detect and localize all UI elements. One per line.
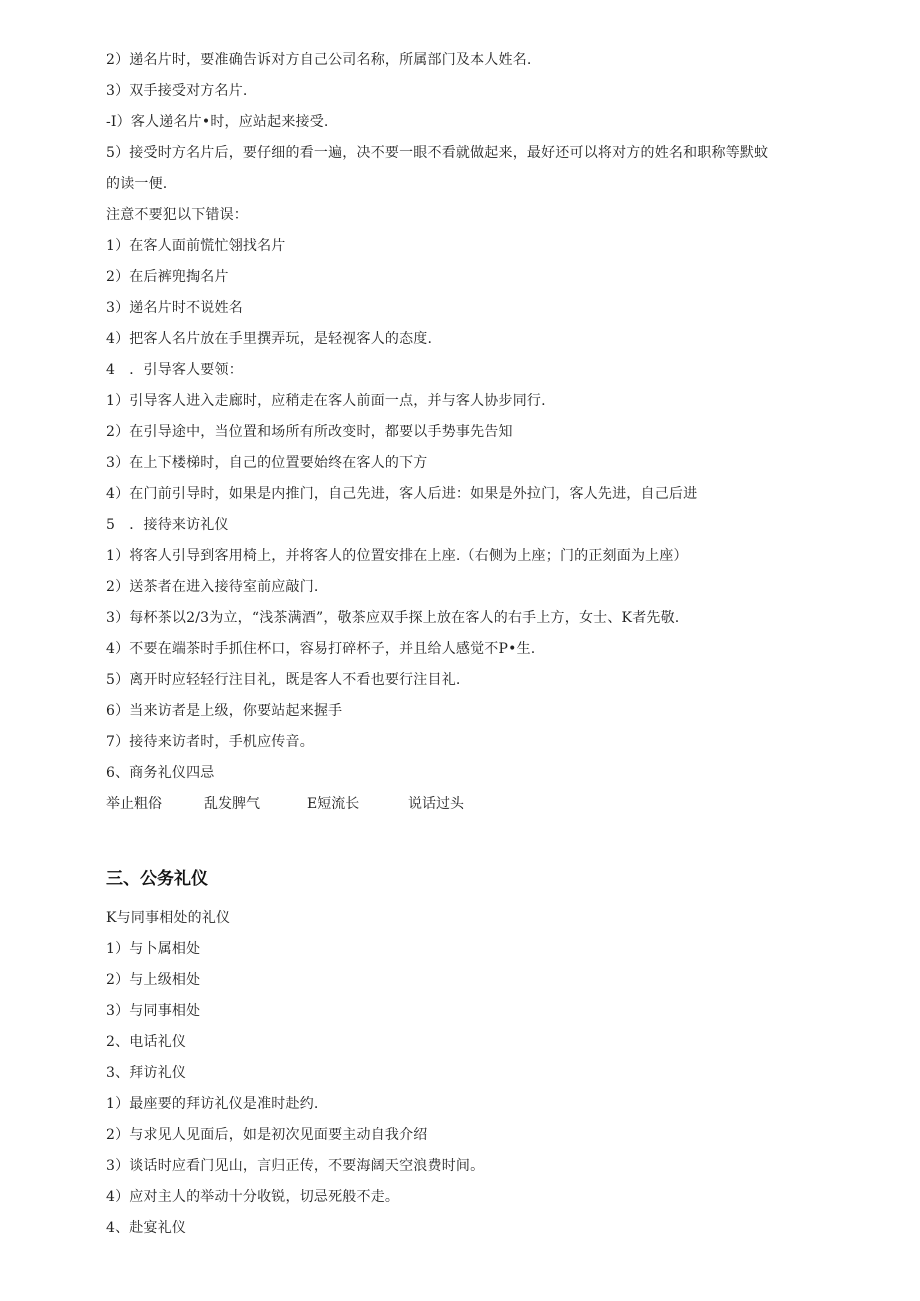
text-line: 7）接待来访者时，手机应传音。	[106, 734, 314, 750]
text-line: 1）与卜属相处	[106, 941, 201, 957]
text-line: 2）递名片时，要准确告诉对方自己公司名称，所属部门及本人姓名.	[106, 52, 532, 68]
text-line: 4）在门前引导时，如果是内推门，自己先进，客人后进：如果是外拉门，客人先进，自己后进	[106, 486, 698, 502]
text-line: 4）应对主人的举动十分收锐，切忌死般不走。	[106, 1189, 400, 1205]
taboo-item: 举止粗俗	[106, 796, 162, 812]
taboo-item: E短流长	[307, 796, 360, 812]
text-line: 4、赴宴礼仪	[106, 1220, 187, 1236]
section-heading: 三、公务礼仪	[106, 869, 208, 889]
text-line: 6）当来访者是上级，你要站起来握手	[106, 703, 343, 719]
text-line: 3）双手接受对方名片.	[106, 83, 248, 99]
text-line: K与同事相处的礼仪	[106, 910, 231, 926]
text-line: 2）在引导途中，当位置和场所有所改变时，都要以手势事先告知	[106, 424, 513, 440]
text-line: 2）与上级相处	[106, 972, 201, 988]
text-line: 1）将客人引导到客用椅上，并将客人的位置安排在上座.（右侧为上座；门的正刻面为上座）	[106, 548, 688, 564]
text-line: 2、电话礼仪	[106, 1034, 187, 1050]
text-line: 的读一便.	[106, 176, 168, 192]
text-line: 3、拜访礼仪	[106, 1065, 187, 1081]
text-line: 3）递名片时不说姓名	[106, 300, 243, 316]
text-line: -I）客人递名片•时，应站起来接受.	[106, 114, 329, 130]
text-line: 1）引导客人进入走廊时，应稍走在客人前面一点，并与客人协步同行.	[106, 393, 546, 409]
taboo-item: 乱发脾气	[204, 796, 260, 812]
taboo-item: 说话过头	[408, 796, 464, 812]
text-line: 2）在后裤兜掏名片	[106, 269, 229, 285]
text-line: 注意不要犯以下错误：	[106, 207, 248, 223]
text-line: 3）与同事相处	[106, 1003, 201, 1019]
text-line: 2）与求见人见面后，如是初次见面要主动自我介绍	[106, 1127, 428, 1143]
text-line: 1）在客人面前慌忙翎找名片	[106, 238, 286, 254]
text-line: 3）谈话时应看门见山，言归正传，不要海阔天空浪费时间。	[106, 1158, 485, 1174]
text-line: 2）送茶者在进入接待室前应敲门.	[106, 579, 319, 595]
text-line: 5 ．接待来访礼仪	[106, 517, 229, 533]
text-line: 3）每杯茶以2/3为立，“浅茶满酒”，敬茶应双手探上放在客人的右手上方，女士、K者先敬.	[106, 610, 680, 626]
text-line: 1）最座要的拜访礼仪是准时赴约.	[106, 1096, 319, 1112]
text-line: 5）接受时方名片后，要仔细的看一遍，决不要一眼不看就做起来，最好还可以将对方的姓名和职称等默蚊	[106, 145, 769, 161]
text-line: 6、商务礼仪四忌	[106, 765, 215, 781]
text-line: 4）把客人名片放在手里撰弄玩，是轻视客人的态度.	[106, 331, 433, 347]
text-line: 4 ．引导客人要领：	[106, 362, 243, 378]
text-line: 3）在上下楼梯时，自己的位置要始终在客人的下方	[106, 455, 428, 471]
text-line: 5）离开时应轻轻行注目礼，既是客人不看也要行注目礼.	[106, 672, 461, 688]
text-line: 4）不要在端茶时手抓住杯口，容易打碎杯子，并且给人感觉不P•生.	[106, 641, 536, 657]
